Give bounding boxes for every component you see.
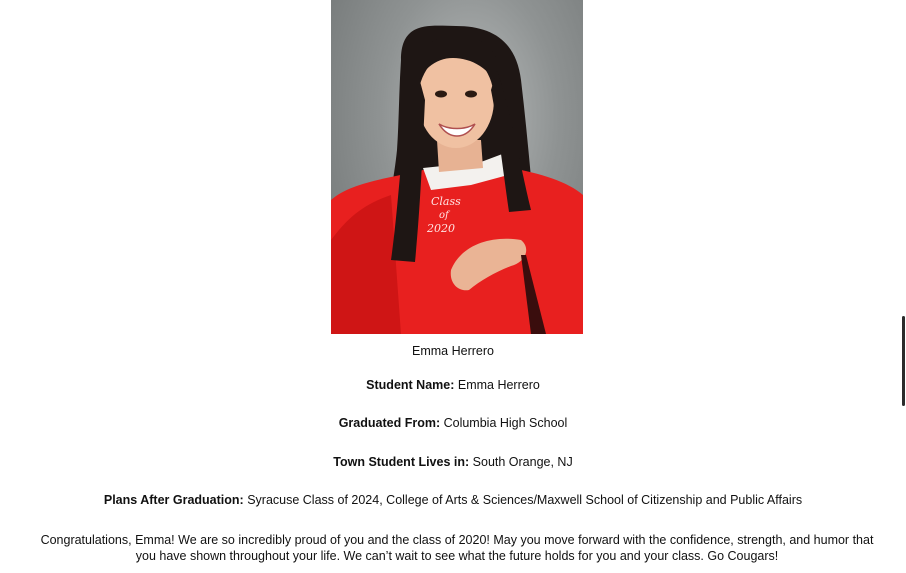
congratulations-message: Congratulations, Emma! We are so incredibly proud of you and the class of 2020! May you move forward with the confidence, strength, and humor that you have shown throughout your life. We can’t wait to see what the future holds for you and your class. Go Cougars! [40, 533, 874, 563]
town-row [0, 455, 906, 469]
plans-value: Syracuse Class of 2024, College of Arts & Sciences/Maxwell School of Citizenship and Public Affairs [247, 493, 803, 507]
graduated-from-value: Columbia High School [443, 416, 568, 430]
student-name-label: Student Name: [366, 378, 455, 392]
gown-text-class: Class [431, 195, 461, 208]
page-scrollbar[interactable] [902, 316, 905, 406]
plans-label: Plans After Graduation: [103, 493, 244, 507]
student-name-row [0, 378, 906, 392]
graduate-portrait-image [331, 0, 583, 334]
town-label: Town Student Lives in: [333, 455, 470, 469]
town-value: South Orange, NJ [472, 455, 573, 469]
graduated-from-row [0, 416, 906, 430]
plans-row [0, 493, 906, 507]
student-name-value: Emma Herrero [457, 378, 540, 392]
gown-text-of: of [439, 210, 449, 221]
photo-caption: Emma Herrero [412, 344, 494, 358]
graduated-from-label: Graduated From: [338, 416, 441, 430]
gown-text-year: 2020 [427, 222, 455, 235]
